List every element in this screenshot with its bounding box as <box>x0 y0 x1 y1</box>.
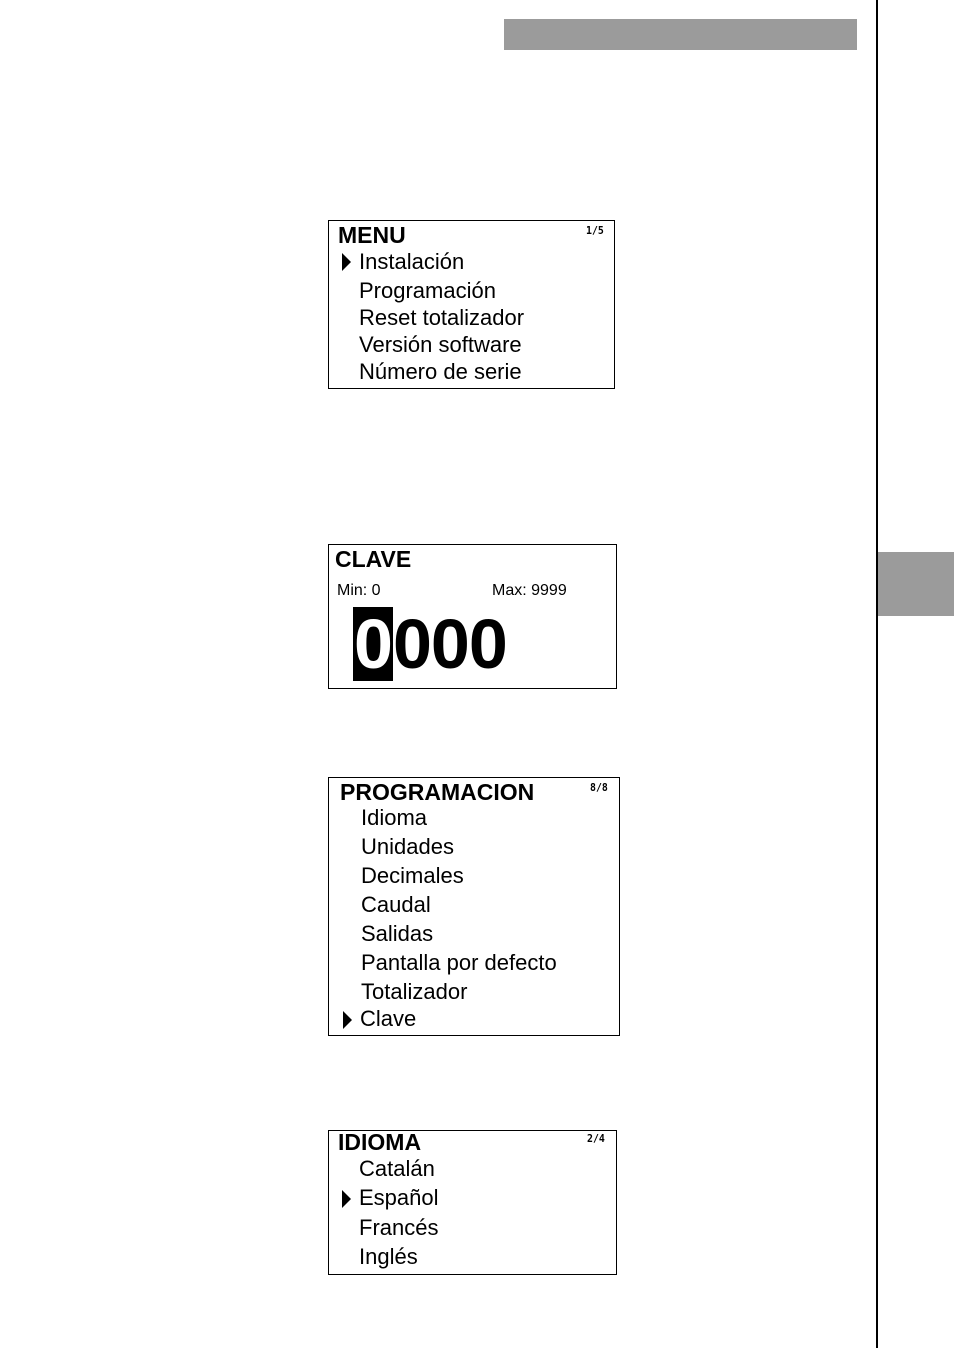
header-bar <box>504 19 857 50</box>
clave-title: CLAVE <box>335 546 412 572</box>
idioma-item-ingles[interactable]: Inglés <box>359 1244 418 1269</box>
selection-arrow-icon <box>342 253 351 271</box>
idioma-title: IDIOMA <box>338 1129 422 1155</box>
clave-min-label: Min: 0 <box>337 582 381 599</box>
selection-arrow-icon <box>342 1190 351 1208</box>
menu-screen <box>328 220 615 389</box>
idioma-item-espanol[interactable]: Español <box>359 1185 439 1210</box>
menu-page-indicator: 1/5 <box>586 224 604 237</box>
programacion-page-indicator: 8/8 <box>590 781 608 794</box>
clave-digit-4[interactable]: 0 <box>468 605 507 683</box>
prog-item-idioma[interactable]: Idioma <box>361 805 428 830</box>
section-tab <box>878 552 954 616</box>
clave-screen <box>328 544 617 689</box>
prog-item-totalizador[interactable]: Totalizador <box>361 979 468 1004</box>
clave-value[interactable] <box>353 607 507 681</box>
idioma-item-frances[interactable]: Francés <box>359 1215 439 1240</box>
menu-item-numero-de-serie[interactable]: Número de serie <box>359 359 522 384</box>
idioma-page-indicator: 2/4 <box>587 1132 605 1145</box>
clave-digit-3[interactable]: 0 <box>430 605 469 683</box>
clave-digit-1[interactable]: 0 <box>354 605 392 683</box>
prog-item-salidas[interactable]: Salidas <box>361 921 434 946</box>
clave-max-label: Max: 9999 <box>492 582 567 599</box>
idioma-screen <box>328 1130 617 1275</box>
margin-line <box>876 0 878 1348</box>
prog-item-pantalla-por-defecto[interactable]: Pantalla por defecto <box>361 950 557 975</box>
programacion-title: PROGRAMACION <box>340 779 535 805</box>
prog-item-caudal[interactable]: Caudal <box>361 892 431 917</box>
idioma-item-catalan[interactable]: Catalán <box>359 1156 435 1181</box>
prog-item-clave[interactable]: Clave <box>360 1006 417 1031</box>
programacion-screen <box>328 777 620 1036</box>
menu-item-instalacion[interactable]: Instalación <box>359 249 465 274</box>
menu-item-version-software[interactable]: Versión software <box>359 332 522 357</box>
prog-item-decimales[interactable]: Decimales <box>361 863 464 888</box>
selection-arrow-icon <box>343 1011 352 1029</box>
menu-item-programacion[interactable]: Programación <box>359 278 496 303</box>
prog-item-unidades[interactable]: Unidades <box>361 834 454 859</box>
clave-digit-2[interactable]: 0 <box>392 605 431 683</box>
menu-item-reset-totalizador[interactable]: Reset totalizador <box>359 305 525 330</box>
menu-title: MENU <box>338 222 406 248</box>
